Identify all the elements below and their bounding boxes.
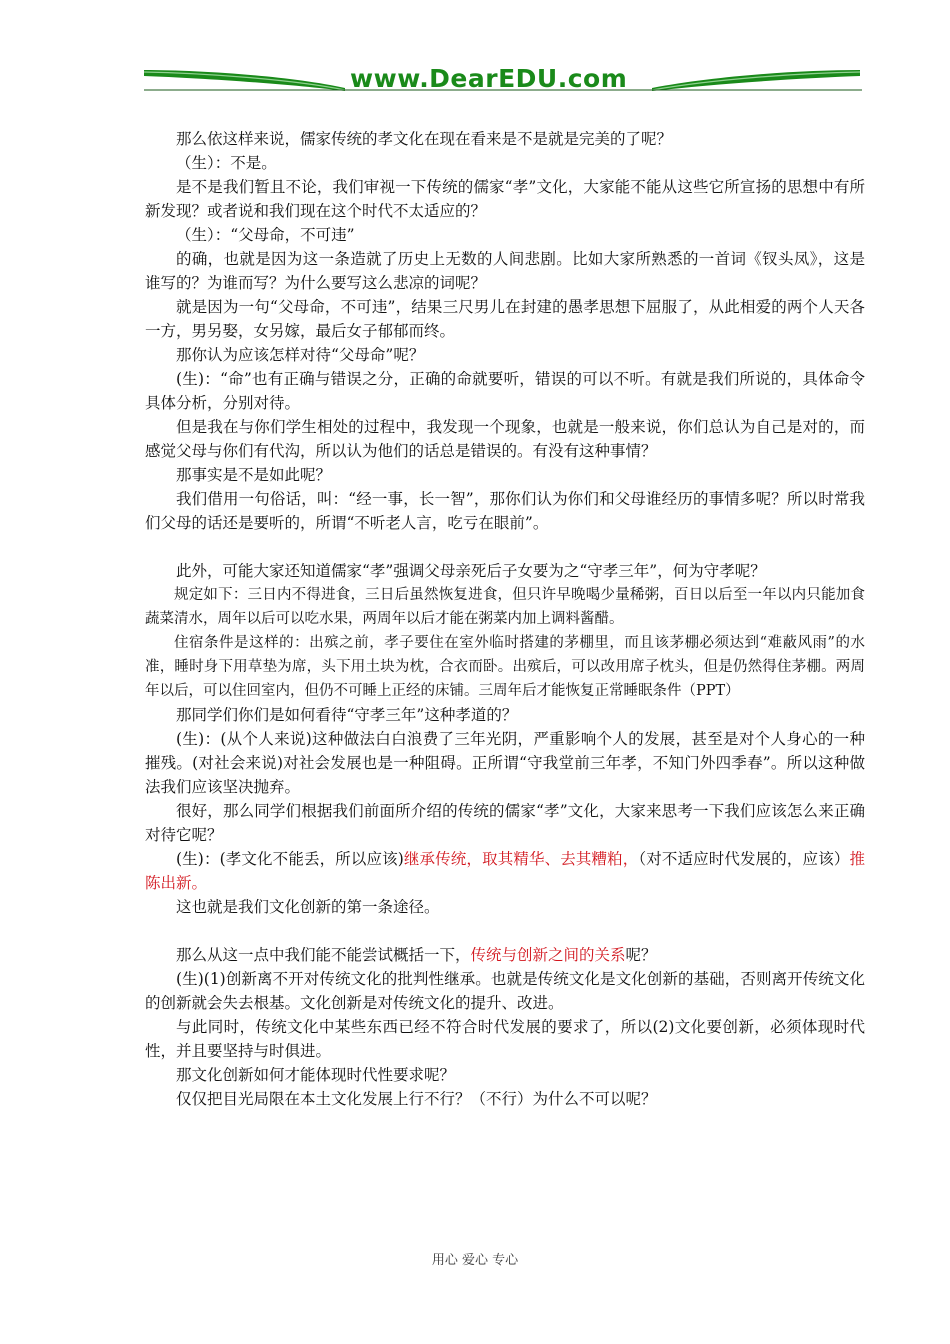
paragraph: 就是因为一句“父母命，不可违”，结果三尺男儿在封建的愚孝思想下屈服了，从此相爱的两个人天各一方，男另娶，女另嫁，最后女子郁郁而终。: [145, 298, 865, 340]
paragraph: 那么依这样来说，儒家传统的孝文化在现在看来是不是就是完美的了呢？: [176, 130, 673, 148]
paragraph: 与此同时，传统文化中某些东西已经不符合时代发展的要求了，所以(2)文化要创新，必须体现时代性，并且要坚持与时俱进。: [145, 1018, 865, 1060]
paragraph: (生)(1)创新离不开对传统文化的批判性继承。也就是传统文化是文化创新的基础，否则离开传统文化的创新就会失去根基。文化创新是对传统文化的提升、改进。: [145, 970, 865, 1012]
paragraph: 那事实是不是如此呢？: [176, 466, 332, 484]
paragraph: 规定如下：三日内不得进食，三日后虽然恢复进食，但只许早晚喝少量稀粥，百日以后至一年以内只能加食蔬菜清水，周年以后可以吃水果，两周年以后才能在粥菜内加上调料酱醋。: [145, 587, 865, 627]
paragraph-gap: [145, 919, 865, 943]
paragraph: 是不是我们暂且不论，我们审视一下传统的儒家“孝”文化，大家能不能从这些它所宣扬的思想中有所新发现？或者说和我们现在这个时代不太适应的？: [145, 178, 865, 220]
site-logo-text: www.DearEDU.com: [350, 64, 628, 93]
text-span: 呢？: [625, 946, 657, 964]
paragraph: 那文化创新如何才能体现时代性要求呢？: [176, 1066, 456, 1084]
paragraph: 很好，那么同学们根据我们前面所介绍的传统的儒家“孝”文化，大家来思考一下我们应该怎么来正确对待它呢？: [145, 802, 865, 844]
page-footer: 用心 爱心 专心: [431, 1253, 519, 1268]
paragraph: 此外，可能大家还知道儒家“孝”强调父母亲死后子女要为之“守孝三年”，何为守孝呢？: [176, 562, 766, 580]
paragraph: 的确，也就是因为这一条造就了历史上无数的人间悲剧。比如大家所熟悉的一首词《钗头凤》，这是谁写的？为谁而写？为什么要写这么悲凉的词呢？: [145, 250, 865, 292]
paragraph: （生）：“父母命，不可违”: [176, 226, 355, 244]
paragraph-gap: [145, 535, 865, 559]
text-span: （对不适应时代发展的，应该）: [638, 850, 850, 868]
text-span: 那么从这一点中我们能不能尝试概括一下，: [176, 946, 471, 964]
highlight-text: 传统与创新之间的关系: [470, 946, 626, 964]
paragraph: （生）：不是。: [176, 154, 277, 172]
paragraph: (生)：“命”也有正确与错误之分，正确的命就要听，错误的可以不听。有就是我们所说的，具体命令具体分析，分别对待。: [145, 370, 865, 412]
highlight-text: 继承传统，取其精华、去其糟粕，: [403, 850, 639, 868]
page-header: [140, 62, 862, 102]
highlight-text: 推陈出新。: [145, 850, 865, 892]
paragraph: 这也就是我们文化创新的第一条途径。: [176, 898, 440, 916]
text-span: (生)：(孝文化不能丢，所以应该): [176, 850, 404, 868]
paragraph: 但是我在与你们学生相处的过程中，我发现一个现象，也就是一般来说，你们总认为自己是对的，而感觉父母与你们有代沟，所以认为他们的话总是错误的。有没有这种事情？: [145, 418, 865, 460]
paragraph: [145, 847, 865, 895]
paragraph: [145, 943, 865, 967]
paragraph: 我们借用一句俗话，叫：“经一事，长一智”，那你们认为你们和父母谁经历的事情多呢？所以时常我们父母的话还是要听的，所谓“不听老人言，吃亏在眼前”。: [145, 490, 865, 532]
paragraph: 那你认为应该怎样对待“父母命”呢？: [176, 346, 425, 364]
paragraph: (生)：(从个人来说)这种做法白白浪费了三年光阴，严重影响个人的发展，甚至是对个人身心的一种摧残。(对社会来说)对社会发展也是一种阻碍。正所谓“守我堂前三年孝，不知门外四季春”。所以这种做法我们应该坚决抛弃。: [145, 730, 865, 796]
paragraph: 住宿条件是这样的：出殡之前，孝子要住在室外临时搭建的茅棚里，而且该茅棚必须达到“难蔽风雨”的水准，睡时身下用草垫为席，头下用土块为枕，合衣而卧。出殡后，可以改用席子枕头，但是仍然得住茅棚。两周年以后，可以住回室内，但仍不可睡上正经的床铺。三周年后才能恢复正常睡眠条件（PPT）: [145, 635, 865, 699]
paragraph: 仅仅把目光局限在本土文化发展上行不行？（不行）为什么不可以呢？: [176, 1090, 657, 1108]
paragraph: 那同学们你们是如何看待“守孝三年”这种孝道的？: [176, 706, 518, 724]
document-body: [145, 127, 865, 1111]
